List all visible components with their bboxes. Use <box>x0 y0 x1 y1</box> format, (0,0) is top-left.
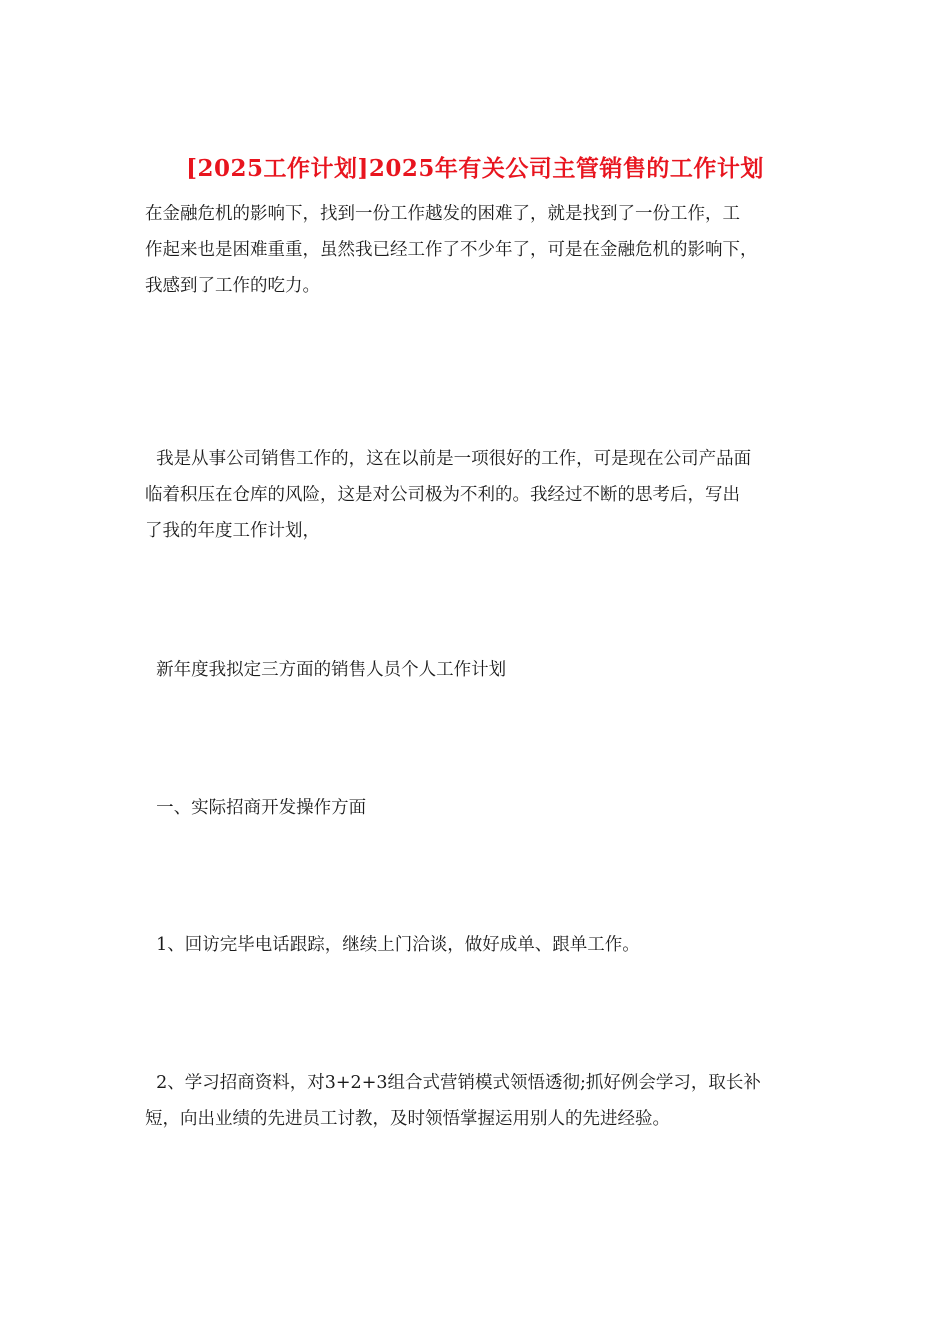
section-heading-1 <box>145 790 809 826</box>
list-item-line: 1、回访完毕电话跟踪，继续上门洽谈，做好成单、跟单工作。 <box>145 935 640 955</box>
paragraph-plan-intro <box>145 652 809 688</box>
paragraph-line: 新年度我拟定三方面的销售人员个人工作计划 <box>145 660 507 680</box>
document-title: [2025工作计划]2025年有关公司主管销售的工作计划 <box>186 155 764 182</box>
paragraph-line: 了我的年度工作计划， <box>145 521 320 541</box>
list-item-line: 2、学习招商资料，对3+2+3组合式营销模式领悟透彻;抓好例会学习，取长补 <box>145 1073 761 1093</box>
paragraph-sales-role <box>145 441 809 549</box>
paragraph-line: 作起来也是困难重重，虽然我已经工作了不少年了，可是在金融危机的影响下， <box>145 240 758 260</box>
paragraph-line: 我感到了工作的吃力。 <box>145 276 320 296</box>
list-item-1 <box>145 927 809 963</box>
paragraph-line: 我是从事公司销售工作的，这在以前是一项很好的工作，可是现在公司产品面 <box>145 449 752 469</box>
paragraph-line: 临着积压在仓库的风险，这是对公司极为不利的。我经过不断的思考后，写出 <box>145 485 740 505</box>
section-heading-line: 一、实际招商开发操作方面 <box>145 798 367 818</box>
paragraph-intro <box>145 196 809 304</box>
paragraph-line: 在金融危机的影响下，找到一份工作越发的困难了，就是找到了一份工作，工 <box>145 204 740 224</box>
list-item-2 <box>145 1065 809 1137</box>
list-item-line: 短，向出业绩的先进员工讨教，及时领悟掌握运用别人的先进经验。 <box>145 1109 670 1129</box>
